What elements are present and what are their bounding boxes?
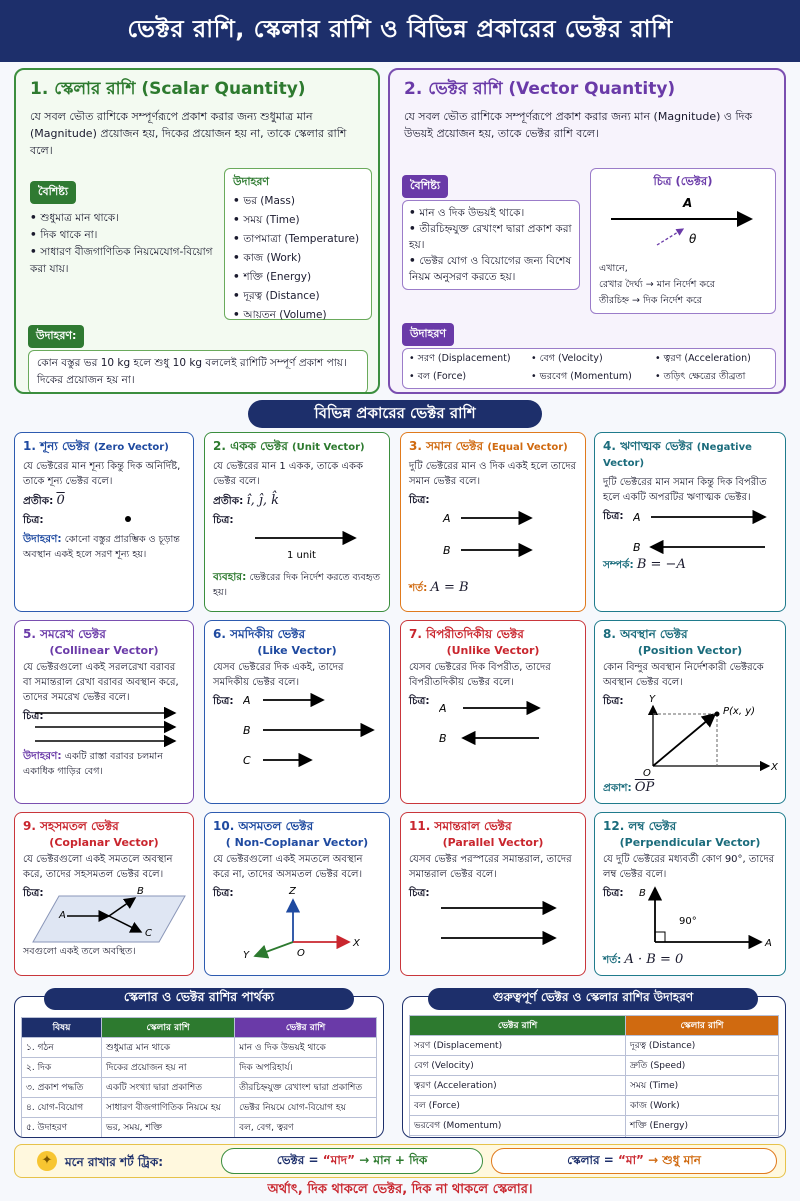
symbol: î, ĵ, k̂ — [246, 493, 280, 508]
card-like-vector — [204, 620, 390, 804]
list-item: • ভর (Mass) — [233, 192, 363, 211]
page-title: ভেক্টর রাশি, স্কেলার রাশি ও বিভিন্ন প্রকারের ভেক্টর রাশি — [0, 0, 800, 62]
list-item: • আয়তন (Volume) — [233, 306, 363, 325]
card-unit-vector — [204, 432, 390, 612]
card-subtitle: (Collinear Vector) — [49, 644, 159, 657]
table-row: ৩. প্রকাশ পদ্ধতি একটি সংখ্যা দ্বারা প্রকাশিত তীরচিহ্নযুক্ত রেখাংশ দ্বারা প্রকাশিত — [22, 1078, 377, 1098]
symbol-label: প্রতীক: — [213, 495, 244, 507]
figure-label: চিত্র: — [603, 887, 624, 899]
unlike-vector-figure — [439, 700, 579, 760]
vector-features — [409, 205, 573, 285]
card-desc: যে দুটি ভেক্টরের মধ্যবর্তী কোণ 90°, তাদের লম্ব ভেক্টর বলে। — [603, 854, 775, 880]
coplanar-vector-figure — [29, 884, 189, 946]
figure-label: চিত্র: — [213, 514, 234, 526]
list-item: • ত্বরণ (Acceleration) — [655, 353, 751, 364]
list-item: • সরণ (Displacement) — [409, 353, 511, 364]
list-item: • তীরচিহ্নযুক্ত রেখাংশ দ্বারা প্রকাশ করা হয়। — [409, 221, 573, 253]
figure-label: চিত্র: — [213, 887, 234, 899]
scalar-title: 1. স্কেলার রাশি (Scalar Quantity) — [30, 79, 306, 99]
vector-a-label: A — [633, 511, 641, 524]
vector-arrow-figure — [591, 189, 777, 253]
card-collinear-vector — [14, 620, 194, 804]
vector-a-label: A — [59, 910, 66, 921]
figure-label: চিত্র: — [23, 514, 44, 526]
examples-title: গুরুত্বপূর্ণ ভেক্টর ও স্কেলার রাশির উদাহরণ — [428, 988, 758, 1010]
figure-label: চিত্র: — [23, 887, 44, 899]
vector-example-tag: উদাহরণ — [402, 323, 454, 346]
card-subtitle: (Coplanar Vector) — [49, 836, 159, 849]
list-item: • সময় (Time) — [233, 211, 363, 230]
table-row: বেগ (Velocity) দ্রুতি (Speed) — [410, 1056, 779, 1076]
expression: $\overline{OP}$ — [634, 780, 655, 795]
table-row: বল (Force) কাজ (Work) — [410, 1096, 779, 1116]
card-title: 5. সমরেখ ভেক্টর — [23, 627, 106, 641]
card-negative-vector — [594, 432, 786, 612]
card-title: 8. অবস্থান ভেক্টর — [603, 627, 688, 641]
list-item: • সাধারণ বীজগাণিতিক নিয়মেযোগ-বিয়োগ করা যায়। — [30, 244, 228, 278]
origin-label: O — [297, 948, 305, 959]
figure-note: তীরচিহ্ন → দিক নির্দেশ করে — [599, 295, 702, 306]
figure-label: চিত্র: — [603, 695, 624, 707]
zero-point-dot — [125, 516, 131, 522]
card-title: 9. সহসমতল ভেক্টর — [23, 819, 119, 833]
card-desc: যে ভেক্টরগুলো একই সমতলে অবস্থান করে না, তাদের অসমতল ভেক্টর বলে। — [213, 854, 363, 880]
negative-vector-figure — [633, 507, 783, 557]
card-subtitle: (Like Vector) — [257, 644, 337, 657]
tip-bar — [14, 1144, 786, 1178]
collinear-vector-figure — [35, 707, 185, 747]
condition: A = B — [430, 580, 469, 595]
figure-note: রেখার দৈর্ঘ্য → মান নির্দেশ করে — [599, 279, 716, 290]
examples-table — [409, 1015, 779, 1138]
angle-label: 90° — [679, 916, 697, 927]
scalar-trick: স্কেলার = “মা” → শুধু মান — [491, 1148, 777, 1174]
card-desc: যে ভেক্টরগুলো একই সরলরেখা বরাবর বা সমান্তরাল রেখা বরাবর অবস্থান করে, তাদের সমরেখ ভেক্টর বলে। — [23, 662, 179, 703]
card-subtitle: (Negative Vector) — [603, 442, 752, 469]
card-title: 12. লম্ব ভেক্টর — [603, 819, 677, 833]
relation: B = −A — [636, 557, 686, 572]
scalar-features — [30, 210, 228, 278]
card-subtitle: (Unit Vector) — [292, 442, 365, 453]
scalar-examples-box — [224, 168, 372, 320]
vector-panel — [388, 68, 786, 394]
list-item: • শক্তি (Energy) — [233, 268, 363, 287]
axis-x-label: X — [353, 938, 360, 949]
table-header: বিষয় — [22, 1018, 102, 1038]
card-title: 3. সমান ভেক্টর — [409, 439, 484, 453]
card-title: 2. একক ভেক্টর — [213, 439, 288, 453]
symbol: 0 — [56, 493, 65, 508]
difference-title: স্কেলার ও ভেক্টর রাশির পার্থক্য — [44, 988, 354, 1010]
card-desc: যে ভেক্টরগুলো একই সমতলে অবস্থান করে, তাদের সহসমতল ভেক্টর বলে। — [23, 854, 173, 880]
table-row: ২. দিক দিকের প্রয়োজন হয় না দিক অপরিহার্য। — [22, 1058, 377, 1078]
vector-a-label: A — [439, 702, 447, 715]
table-row: ৪. যোগ-বিয়োগ সাধারণ বীজগাণিতিক নিয়মে হয় ভেক্টর নিয়মে যোগ-বিয়োগ হয় — [22, 1098, 377, 1118]
vector-figure-box — [590, 168, 776, 314]
card-desc: যেসব ভেক্টরের দিক একই, তাদের সমদিকীয় ভেক্টর বলে। — [213, 662, 344, 688]
equal-vector-figure — [401, 510, 586, 574]
table-header: ভেক্টর রাশি — [235, 1018, 377, 1038]
table-row: ত্বরণ (Acceleration) সময় (Time) — [410, 1076, 779, 1096]
vector-a-label: A — [243, 694, 251, 707]
card-subtitle: (Equal Vector) — [487, 442, 568, 453]
point-p-label: P(x, y) — [723, 706, 756, 717]
card-title: 1. শূন্য ভেক্টর — [23, 439, 90, 453]
list-item: • বল (Force) — [409, 371, 467, 382]
card-parallel-vector — [400, 812, 586, 976]
vector-title: 2. ভেক্টর রাশি (Vector Quantity) — [404, 79, 676, 99]
card-unlike-vector — [400, 620, 586, 804]
card-title: 7. বিপরীতদিকীয় ভেক্টর — [409, 627, 524, 641]
vector-b-label: B — [137, 886, 144, 897]
figure-label: চিত্র: — [409, 887, 430, 899]
card-title: 10. অসমতল ভেক্টর — [213, 819, 314, 833]
card-subtitle: (Perpendicular Vector) — [619, 836, 761, 849]
examples-panel — [402, 996, 786, 1138]
position-vector-figure — [631, 692, 781, 778]
card-title: 11. সমান্তরাল ভেক্টর — [409, 819, 512, 833]
non-coplanar-vector-figure — [225, 884, 385, 960]
list-item: • মান ও দিক উভয়ই থাকে। — [409, 205, 573, 221]
vector-b-label: B — [633, 541, 641, 554]
vector-examples — [402, 348, 776, 389]
card-title: 6. সমদিকীয় ভেক্টর — [213, 627, 306, 641]
symbol-label: প্রতীক: — [23, 495, 54, 507]
card-desc: দুটি ভেক্টরের মান সমান কিন্তু দিক বিপরীত হলে একটি অপরটির ঋণাত্মক ভেক্টর। — [603, 477, 767, 503]
card-perpendicular-vector — [594, 812, 786, 976]
card-desc: যেসব ভেক্টরের দিক বিপরীত, তাদের বিপরীতদিকীয় ভেক্টর বলে। — [409, 662, 551, 688]
vector-label-theta: θ — [689, 232, 697, 246]
axis-x-label: X — [771, 762, 778, 773]
expression-label: প্রকাশ: — [603, 782, 632, 794]
like-vector-figure — [243, 692, 383, 772]
list-item: • দিক থাকে না। — [30, 227, 228, 244]
scalar-feature-tag: বৈশিষ্ট্য — [30, 181, 76, 204]
card-desc: যে ভেক্টরের মান 1 একক, তাকে একক ভেক্টর বলে। — [213, 461, 364, 487]
list-item: • বেগ (Velocity) — [531, 353, 603, 364]
example-label: উদাহরণ: — [23, 533, 62, 545]
parallel-vector-figure — [431, 894, 571, 954]
note-text: সবগুলো একই তলে অবস্থিত। — [23, 946, 136, 957]
table-row: ৫. উদাহরণ ভর, সময়, শক্তি বল, বেগ, ত্বরণ — [22, 1118, 377, 1138]
axis-z-label: Z — [289, 886, 296, 897]
card-desc: দুটি ভেক্টরের মান ও দিক একই হলে তাদের সমান ভেক্টর বলে। — [409, 461, 576, 487]
table-header: ভেক্টর রাশি — [410, 1016, 626, 1036]
vector-b-label: B — [443, 544, 451, 557]
card-subtitle: ( Non-Coplanar Vector) — [225, 836, 369, 849]
card-non-coplanar-vector — [204, 812, 390, 976]
perpendicular-vector-figure — [635, 884, 785, 950]
example-text: কোনো বস্তুর প্রারম্ভিক ও চূড়ান্ত অবস্থান একই হলে সরণ শূন্য হয়। — [23, 534, 180, 560]
figure-note: এখানে, — [599, 263, 628, 274]
scalar-definition: যে সবল ভৌত রাশিকে সম্পূর্ণরূপে প্রকাশ করার জন্য শুধুমাত্র মান (Magnitude) প্রয়োজন হয়, দিকের প্রয়োজন হয় না, তাকে স্কেলার রাশি বলে। — [30, 110, 347, 157]
scalar-example-tag: উদাহরণ: — [28, 325, 84, 348]
use-text: ভেক্টরের দিক নির্দেশ করতে ব্যবহৃত হয়। — [213, 572, 381, 598]
vector-label-a: A — [683, 196, 693, 210]
difference-table — [21, 1017, 377, 1138]
relation-label: সম্পর্ক: — [603, 559, 634, 571]
table-row — [410, 1136, 779, 1139]
difference-panel — [14, 996, 384, 1138]
figure-label: চিত্র: — [213, 695, 234, 707]
scalar-example-text: কোন বস্তুর ভর 10 kg হলে শুধু 10 kg বললেই রাশিটি সম্পূর্ণ প্রকাশ পায়। দিকের প্রয়োজন হয় না। — [28, 350, 368, 394]
axis-y-label: Y — [649, 694, 656, 705]
list-item: • দূরত্ব (Distance) — [233, 287, 363, 306]
footer-summary: অর্থাৎ, দিক থাকলে ভেক্টর, দিক না থাকলে স্কেলার। — [267, 1182, 533, 1197]
vector-trick: ভেক্টর = “মাদ” → মান + দিক — [221, 1148, 483, 1174]
unit-vector-arrow — [205, 530, 390, 564]
table-row: ভরবেগ (Momentum) শক্তি (Energy) — [410, 1116, 779, 1136]
table-row: ১. গঠন শুধুমাত্র মান থাকে মান ও দিক উভয়ই থাকে — [22, 1038, 377, 1058]
use-label: ব্যবহার: — [213, 571, 247, 583]
axis-y-label: Y — [243, 950, 250, 960]
example-text: একটি রাস্তা বরাবর চলমান একাধিক গাড়ির বেগ। — [23, 751, 163, 777]
card-position-vector — [594, 620, 786, 804]
vector-c-label: C — [145, 928, 152, 939]
vector-definition: যে সবল ভৌত রাশিকে সম্পূর্ণরূপে প্রকাশ করার জন্য মান (Magnitude) ও দিক উভয়ই প্রয়োজন হয়, তাকে ভেক্টর রাশি বলে। — [404, 110, 753, 140]
table-header: স্কেলার রাশি — [625, 1016, 778, 1036]
vector-b-label: B — [243, 724, 251, 737]
origin-label: O — [643, 768, 651, 778]
card-desc: কোন বিন্দুর অবস্থান নির্দেশকারী ভেক্টরকে অবস্থান ভেক্টর বলে। — [603, 662, 764, 688]
list-item: • তড়িৎ ক্ষেত্রের তীব্রতা — [655, 371, 746, 382]
card-subtitle: (Position Vector) — [637, 644, 743, 657]
vector-b-label: B — [639, 888, 646, 899]
lightbulb-icon: ✦ — [37, 1151, 57, 1171]
figure-label: চিত্র: — [23, 710, 44, 722]
vector-b-label: B — [439, 732, 447, 745]
list-item: • তাপমাত্রা (Temperature) — [233, 230, 363, 249]
list-item: • ভরবেগ (Momentum) — [531, 371, 632, 382]
vector-a-label: A — [765, 938, 772, 949]
card-equal-vector — [400, 432, 586, 612]
table-row: সরণ (Displacement) দূরত্ব (Distance) — [410, 1036, 779, 1056]
vector-figure-title: চিত্র (ভেক্টর) — [653, 174, 713, 188]
card-subtitle: (Zero Vector) — [93, 442, 169, 453]
list-item: • ভেক্টর যোগ ও বিয়োগের জন্য বিশেষ নিয়ম অনুসরণ করতে হয়। — [409, 253, 573, 285]
card-desc: যেসব ভেক্টর পরস্পরের সমান্তরাল, তাদের সমান্তরাল ভেক্টর বলে। — [409, 854, 572, 880]
card-subtitle: (Parallel Vector) — [442, 836, 544, 849]
condition-label: শর্ত: — [603, 954, 622, 966]
figure-label: চিত্র: — [603, 510, 624, 522]
tip-label: মনে রাখার শর্ট ট্রিক: — [65, 1155, 164, 1169]
table-header: স্কেলার রাশি — [102, 1018, 235, 1038]
condition-label: শর্ত: — [409, 582, 428, 594]
card-title: 4. ঋণাত্মক ভেক্টর — [603, 439, 693, 453]
types-banner: বিভিন্ন প্রকারের ভেক্টর রাশি — [248, 400, 542, 428]
figure-label: চিত্র: — [409, 494, 430, 506]
list-item: • শুধুমাত্র মান থাকে। — [30, 210, 228, 227]
vector-a-label: A — [443, 512, 451, 525]
card-subtitle: (Unlike Vector) — [446, 644, 540, 657]
scalar-examples-title: উদাহরণ — [233, 175, 270, 188]
condition: A · B = 0 — [624, 952, 684, 967]
vector-feature-tag: বৈশিষ্ট্য — [402, 175, 448, 198]
vector-c-label: C — [243, 754, 251, 767]
unit-label: 1 unit — [287, 550, 316, 561]
card-coplanar-vector — [14, 812, 194, 976]
example-label: উদাহরণ: — [23, 750, 62, 762]
scalar-panel — [14, 68, 380, 394]
card-zero-vector — [14, 432, 194, 612]
list-item: • কাজ (Work) — [233, 249, 363, 268]
card-desc: যে ভেক্টরের মান শূন্য কিন্তু দিক অনির্দিষ্ট, তাকে শূন্য ভেক্টর বলে। — [23, 461, 181, 487]
figure-label: চিত্র: — [409, 695, 430, 707]
